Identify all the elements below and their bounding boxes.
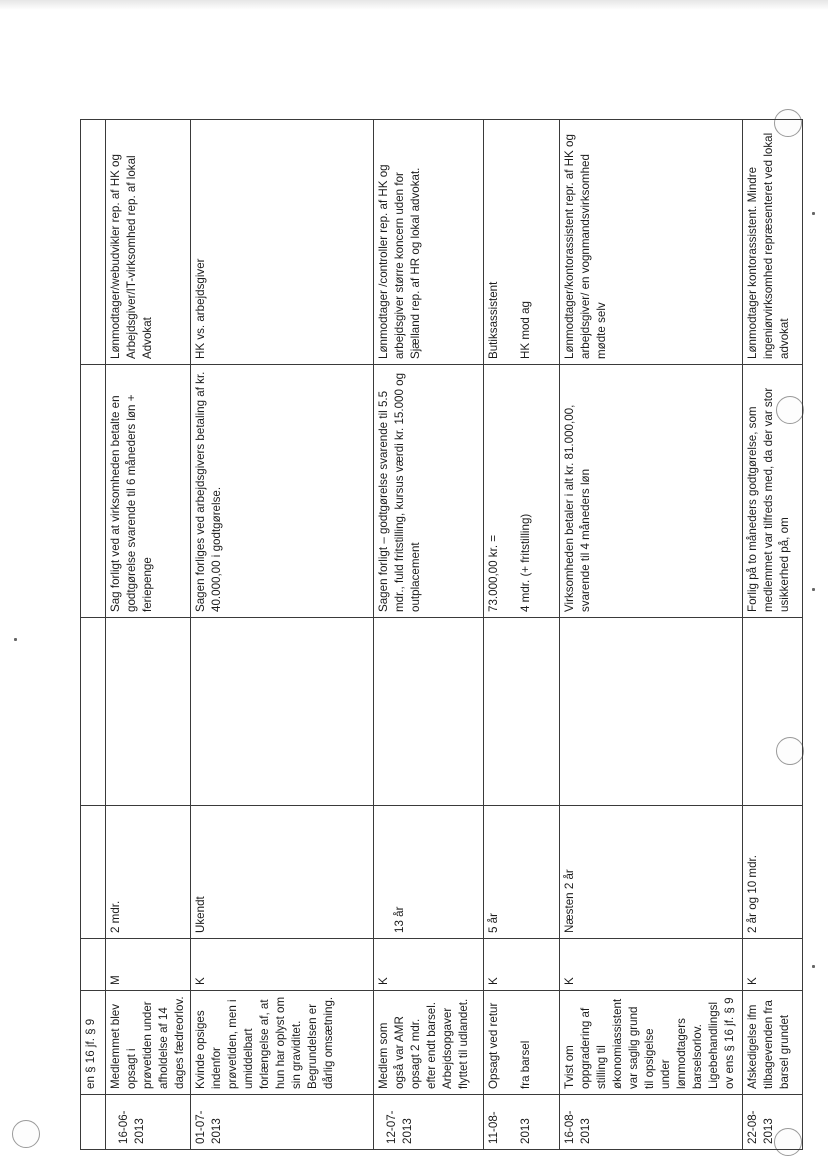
case-cell: en § 16 jf. § 9 bbox=[81, 991, 106, 1095]
case-cell: Medlemmet blev opsagt i prøvetiden under afholdelse af 14 dages fædreorlov. bbox=[106, 991, 191, 1095]
date-text: 12-07-2013 bbox=[384, 1110, 414, 1144]
scan-top-edge bbox=[0, 0, 828, 10]
empty-cell bbox=[742, 618, 802, 806]
gender-cell: K bbox=[190, 939, 373, 991]
case-cell bbox=[483, 991, 559, 1095]
empty-cell bbox=[483, 618, 559, 806]
outcome-cell: Sagen forligt – godtgørelse svarende til 5.5 mdr., fuld fritstilling, kursus værdi kr. 15.000 og outplacement bbox=[373, 365, 483, 618]
date-text: 11-08- bbox=[486, 1111, 500, 1144]
gender-cell: K bbox=[742, 939, 802, 991]
parties-cell: Lønmodtager /controller rep. af HK og arbejdsgiver større koncern uden for Sjælland rep. af HR og lokal advokat. bbox=[373, 120, 483, 365]
tenure-cell bbox=[81, 806, 106, 939]
parties-text: HK mod ag bbox=[518, 301, 532, 359]
empty-cell bbox=[559, 618, 742, 806]
case-cell: Medlem som også var AMR opsagt 2 mdr. efter endt barsel. Arbejdsopgaver flyttet til udlandet. bbox=[373, 991, 483, 1095]
gender-cell: K bbox=[373, 939, 483, 991]
gender-cell: K bbox=[483, 939, 559, 991]
parties-cell: Lønmodtager kontorassistent. Mindre ingeniørvirksomhed repræsenteret ved lokal advokat bbox=[742, 120, 802, 365]
parties-cell bbox=[483, 120, 559, 365]
outcome-cell bbox=[81, 618, 106, 806]
table-row-continuation bbox=[81, 120, 106, 1150]
date-cell bbox=[106, 1095, 191, 1150]
date-cell bbox=[483, 1095, 559, 1150]
scan-speck bbox=[812, 965, 815, 968]
date-cell bbox=[81, 1095, 106, 1150]
empty-cell bbox=[190, 618, 373, 806]
empty-cell bbox=[81, 120, 106, 365]
outcome-cell bbox=[483, 365, 559, 618]
table-row bbox=[742, 120, 802, 1150]
scan-speck bbox=[14, 638, 17, 641]
parties-cell: Lønmodtager/webudvikler rep. af HK og Arbejdsgiver/IT-virksomhed rep. af lokal Advokat bbox=[106, 120, 191, 365]
date-cell: 16-08-2013 bbox=[559, 1095, 742, 1150]
table-row bbox=[559, 120, 742, 1150]
date-text: 16-06-2013 bbox=[117, 1110, 146, 1144]
parties-cell bbox=[81, 365, 106, 618]
gender-cell: K bbox=[559, 939, 742, 991]
date-text: 2013 bbox=[518, 1118, 532, 1144]
tenure-cell bbox=[373, 806, 483, 939]
case-cell: Kvinde opsiges indenfor prøvetiden, men i umiddelbart forlængelse af, at hun har oplyst om sin graviditet. Begrundelsen er dårlig omsætning. bbox=[190, 991, 373, 1095]
empty-cell bbox=[373, 618, 483, 806]
parties-cell: Lønmodtager/kontorassistent repr. af HK og arbejdsgiver/ en vognmandsvirksomhed mødte selv bbox=[559, 120, 742, 365]
parties-text: Butiksassistent bbox=[486, 281, 500, 359]
case-cell: Afskedigelse ifm tilbagevenden fra barsel grundet bbox=[742, 991, 802, 1095]
case-table bbox=[80, 119, 803, 1150]
gender-cell: M bbox=[106, 939, 191, 991]
outcome-cell: Sag forligt ved at virksomheden betalte en godtgørelse svarende til 6 måneders løn + feriepenge bbox=[106, 365, 191, 618]
tenure-text: 13 år bbox=[392, 906, 406, 933]
case-text: Opsagt ved retur bbox=[486, 1002, 500, 1089]
date-cell: 22-08-2013 bbox=[742, 1095, 802, 1150]
table-row bbox=[483, 120, 559, 1150]
tenure-cell: 2 år og 10 mdr. bbox=[742, 806, 802, 939]
outcome-cell: Forlig på to måneders godtgørelse, som medlemmet var tilfreds med, da der var stor usikkerhed på, om bbox=[742, 365, 802, 618]
outcome-text: 4 mdr. (+ fritstilling) bbox=[518, 513, 532, 612]
scan-speck bbox=[812, 588, 815, 591]
outcome-text: 73.000,00 kr. = bbox=[486, 534, 500, 612]
table-row bbox=[106, 120, 191, 1150]
tenure-cell: 5 år bbox=[483, 806, 559, 939]
scan-speck bbox=[812, 212, 815, 215]
punch-hole-bottom-left bbox=[12, 1120, 40, 1148]
case-text: fra barsel bbox=[518, 1040, 532, 1089]
table-row bbox=[190, 120, 373, 1150]
rotated-document bbox=[80, 120, 791, 1150]
table-row bbox=[373, 120, 483, 1150]
tenure-cell: Ukendt bbox=[190, 806, 373, 939]
tenure-cell: Næsten 2 år bbox=[559, 806, 742, 939]
tenure-cell: 2 mdr. bbox=[106, 806, 191, 939]
outcome-cell: Sagen forliges ved arbejdsgivers betaling af kr. 40.000,00 i godtgørelse. bbox=[190, 365, 373, 618]
gender-cell bbox=[81, 939, 106, 991]
date-cell: 01-07-2013 bbox=[190, 1095, 373, 1150]
empty-cell bbox=[106, 618, 191, 806]
parties-cell: HK vs. arbejdsgiver bbox=[190, 120, 373, 365]
case-cell: Tvist om oppgradering af stilling til økonomiassistent var saglig grund til opsigelse under lønmodtagers barselsorlov. Ligebehandlingslov ens § 16 jf. § 9 bbox=[559, 991, 742, 1095]
date-cell bbox=[373, 1095, 483, 1150]
outcome-cell: Virksomheden betaler i alt kr. 81.000,00, svarende til 4 måneders løn bbox=[559, 365, 742, 618]
